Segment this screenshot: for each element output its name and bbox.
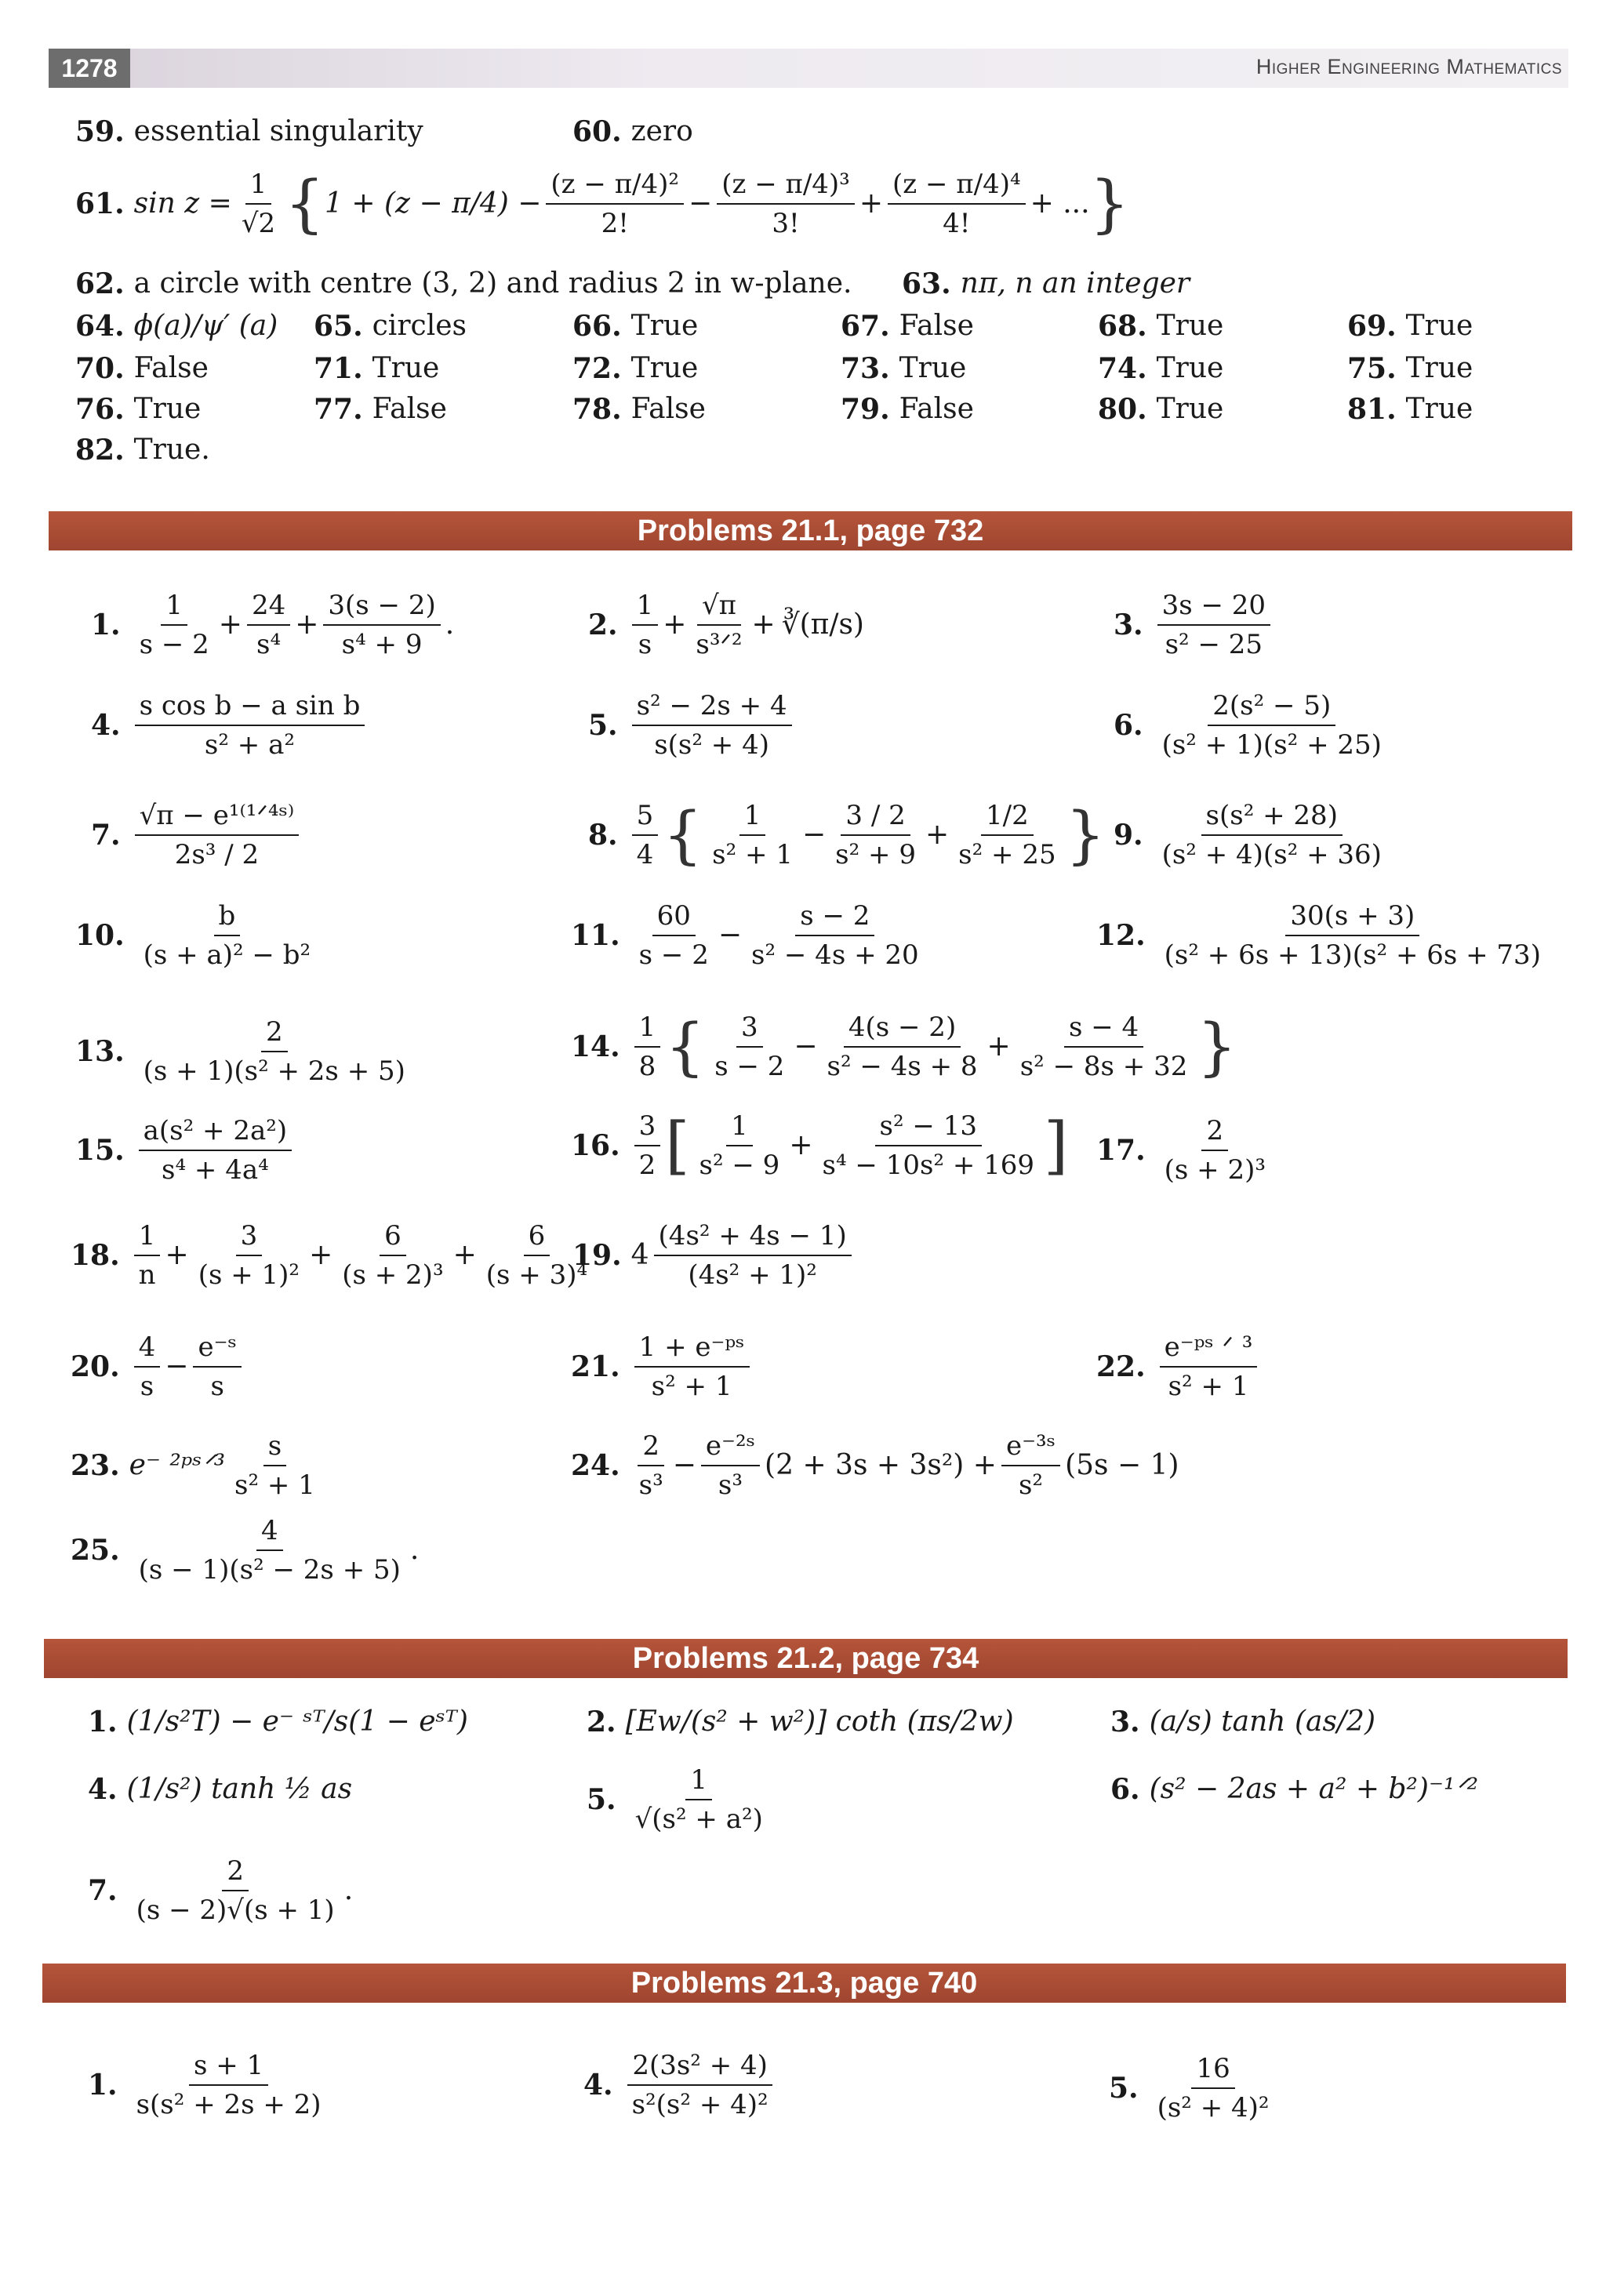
- answer-82: 82. True.: [75, 434, 210, 467]
- answer-21-2-1: 1. (1/s²T) − e⁻ ˢᵀ/s(1 − eˢᵀ): [88, 1706, 468, 1738]
- answer-21-1-24: 24. $\frac{2}{\text{s³}}$ − $\frac{\text{e⁻²ˢ}}{\text{s³}}$ (2 + 3s + 3s²) + $\frac{\text{e⁻³ˢ}}{\text{s²}}$ (5s − 1): [571, 1430, 1179, 1501]
- section-header-21-3: Problems 21.3, page 740: [42, 1964, 1566, 2003]
- answer-72: 72. True: [572, 352, 699, 385]
- page-number: 1278: [49, 49, 130, 88]
- answer-67: 67. False: [841, 310, 974, 343]
- answer-21-1-9: 9. $\frac{\text{s(s² + 28)}}{\text{(s² + 4)(s² + 36)}}$: [1114, 800, 1382, 870]
- section-header-21-1: Problems 21.1, page 732: [49, 511, 1572, 550]
- answer-60: 60. zero: [572, 115, 693, 148]
- answer-21-3-1: 1. $\frac{s + 1}{\text{s(s² + 2s + 2)}}$: [88, 2050, 322, 2120]
- answer-21-3-4: 4. $\frac{\text{2(3s² + 4)}}{\text{s²(s² + 4)²}}$: [583, 2050, 778, 2120]
- answer-21-2-7: 7. $\frac{2}{(s - 2)√(s + 1)}$ .: [88, 1855, 354, 1926]
- answer-21-1-18: 18. $\frac{1}{n}$ + $\frac{3}{\text{(s + 1)²}}$ + $\frac{6}{\text{(s + 2)³}}$ + $\frac{6}{\text{(s + 3)⁴}}$: [71, 1220, 588, 1291]
- answer-21-1-25: 25. $\frac{4}{\text{(s − 1)(s² − 2s + 5)}}$ .: [71, 1515, 420, 1586]
- answer-21-2-5: 5. $\frac{1}{\text{√(s² + a²)}}$: [587, 1764, 763, 1835]
- running-head: Higher Engineering Mathematics: [1255, 55, 1562, 78]
- fraction: $\frac{\text{(z − π/4)²}}{2!}$: [546, 169, 684, 239]
- fraction: $\frac{\text{(z − π/4)⁴}}{4!}$: [888, 169, 1026, 239]
- answer-63: 63. nπ, n an integer: [902, 267, 1190, 300]
- answer-21-1-14: 14. $\frac{1}{8}$ { $\frac{3}{s - 2}$ − $\frac{4(s - 2)}{\text{s² − 4s + 8}}$ + $\frac{s - 4}{\text{s² − 8s + 32}}$ }: [571, 1010, 1237, 1083]
- section-header-21-2: Problems 21.2, page 734: [44, 1639, 1568, 1678]
- answer-21-1-3: 3. $\frac{3s - 20}{\text{s² − 25}}$: [1114, 590, 1275, 660]
- fraction: $\frac{1}{√2}$: [241, 169, 276, 239]
- answer-71: 71. True: [314, 352, 440, 385]
- answer-21-1-1: 1. $\frac{1}{s - 2}$ + $\frac{24}{\text{s⁴}}$ + $\frac{3(s - 2)}{\text{s⁴ + 9}}$ .: [91, 590, 455, 660]
- answer-81: 81. True: [1347, 393, 1473, 426]
- answer-66: 66. True: [572, 310, 699, 343]
- answer-64: 64. ϕ(a)/ψ′ (a): [75, 310, 278, 343]
- answer-62: 62. a circle with centre (3, 2) and radius 2 in w-plane.: [75, 267, 852, 300]
- answer-79: 79. False: [841, 393, 974, 426]
- answer-59: 59. essential singularity: [75, 115, 423, 148]
- answer-21-1-16: 16. $\frac{3}{2}$ [ $\frac{1}{\text{s² − 9}}$ + $\frac{\text{s² − 13}}{\text{s⁴ − 10s² + 169}}$ ]: [571, 1109, 1069, 1182]
- answer-69: 69. True: [1347, 310, 1473, 343]
- answer-21-1-8: 8. $\frac{5}{4}$ { $\frac{1}{\text{s² + 1}}$ − $\frac{3 / 2}{\text{s² + 9}}$ + $\frac{1/2}{\text{s² + 25}}$ }: [588, 798, 1106, 871]
- answer-61: 61. sin z = $\frac{1}{√2}$ { 1 + (z − π/4) − $\frac{\text{(z − π/4)²}}{2!}$ − $\frac{\text{(z − π/4)³}}{3!}$ + $\frac{\text{(z − π/4)⁴}}{4!}$ + ... }: [75, 167, 1130, 240]
- answer-74: 74. True: [1098, 352, 1224, 385]
- answer-21-1-4: 4. $\frac{\text{s cos b − a sin b}}{\text{s² + a²}}$: [91, 690, 369, 761]
- answer-70: 70. False: [75, 352, 209, 385]
- fraction: $\frac{\text{(z − π/4)³}}{3!}$: [717, 169, 855, 239]
- answer-21-1-2: 2. $\frac{1}{s}$ + $\frac{√\pi}{\text{s³ᐟ²}}$ + ∛(π/s): [588, 590, 864, 660]
- answer-21-1-17: 17. $\frac{2}{\text{(s + 2)³}}$: [1096, 1115, 1266, 1186]
- answer-21-1-13: 13. $\frac{2}{\text{(s + 1)(s² + 2s + 5)}}$: [75, 1016, 405, 1087]
- answer-73: 73. True: [841, 352, 967, 385]
- answer-21-1-7: 7. $\frac{\text{√π − e¹⁽¹ᐟ⁴ˢ⁾}}{\text{2s³ / 2}}$: [91, 800, 303, 870]
- answer-21-2-3: 3. (a/s) tanh (as/2): [1110, 1706, 1375, 1738]
- answer-21-1-12: 12. $\frac{30(s + 3)}{\text{(s² + 6s + 13)(s² + 6s + 73)}}$: [1096, 900, 1541, 971]
- answer-21-2-6: 6. (s² − 2as + a² + b²)⁻¹ᐟ²: [1110, 1773, 1479, 1806]
- answer-21-3-5: 5. $\frac{16}{\text{(s² + 4)²}}$: [1109, 2053, 1270, 2123]
- answer-76: 76. True: [75, 393, 202, 426]
- answer-21-1-6: 6. $\frac{\text{2(s² − 5)}}{\text{(s² + 1)(s² + 25)}}$: [1114, 690, 1382, 761]
- answer-21-1-15: 15. $\frac{\text{a(s² + 2a²)}}{\text{s⁴ + 4a⁴}}$: [75, 1115, 296, 1186]
- answer-21-1-21: 21. $\frac{\text{1 + e⁻ᵖˢ}}{\text{s² + 1}}$: [571, 1331, 754, 1402]
- answer-21-1-11: 11. $\frac{60}{s - 2}$ − $\frac{s - 2}{\text{s² − 4s + 20}}$: [571, 900, 919, 971]
- answer-65: 65. circles: [314, 310, 467, 343]
- answer-21-2-2: 2. [Ew/(s² + w²)] coth (πs/2w): [587, 1706, 1014, 1738]
- answer-75: 75. True: [1347, 352, 1473, 385]
- answer-77: 77. False: [314, 393, 447, 426]
- answer-21-1-10: 10. $\frac{b}{\text{(s + a)² − b²}}$: [75, 900, 311, 971]
- answer-78: 78. False: [572, 393, 706, 426]
- answer-21-1-5: 5. $\frac{\text{s² − 2s + 4}}{\text{s(s² + 4)}}$: [588, 690, 797, 761]
- answer-21-2-4: 4. (1/s²) tanh ½ as: [88, 1773, 353, 1806]
- answer-21-1-23: 23. e⁻ ²ᵖˢᐟ³ $\frac{s}{\text{s² + 1}}$: [71, 1430, 315, 1501]
- answer-80: 80. True: [1098, 393, 1224, 426]
- answer-21-1-20: 20. $\frac{4}{s}$ − $\frac{\text{e⁻ˢ}}{s}$: [71, 1331, 246, 1402]
- answer-21-1-22: 22. $\frac{\text{e⁻ᵖˢ ᐟ ³}}{\text{s² + 1}}$: [1096, 1331, 1262, 1402]
- answer-68: 68. True: [1098, 310, 1224, 343]
- answer-21-1-19: 19. 4 $\frac{\text{(4s² + 4s − 1)}}{\text{(4s² + 1)²}}$: [572, 1220, 856, 1291]
